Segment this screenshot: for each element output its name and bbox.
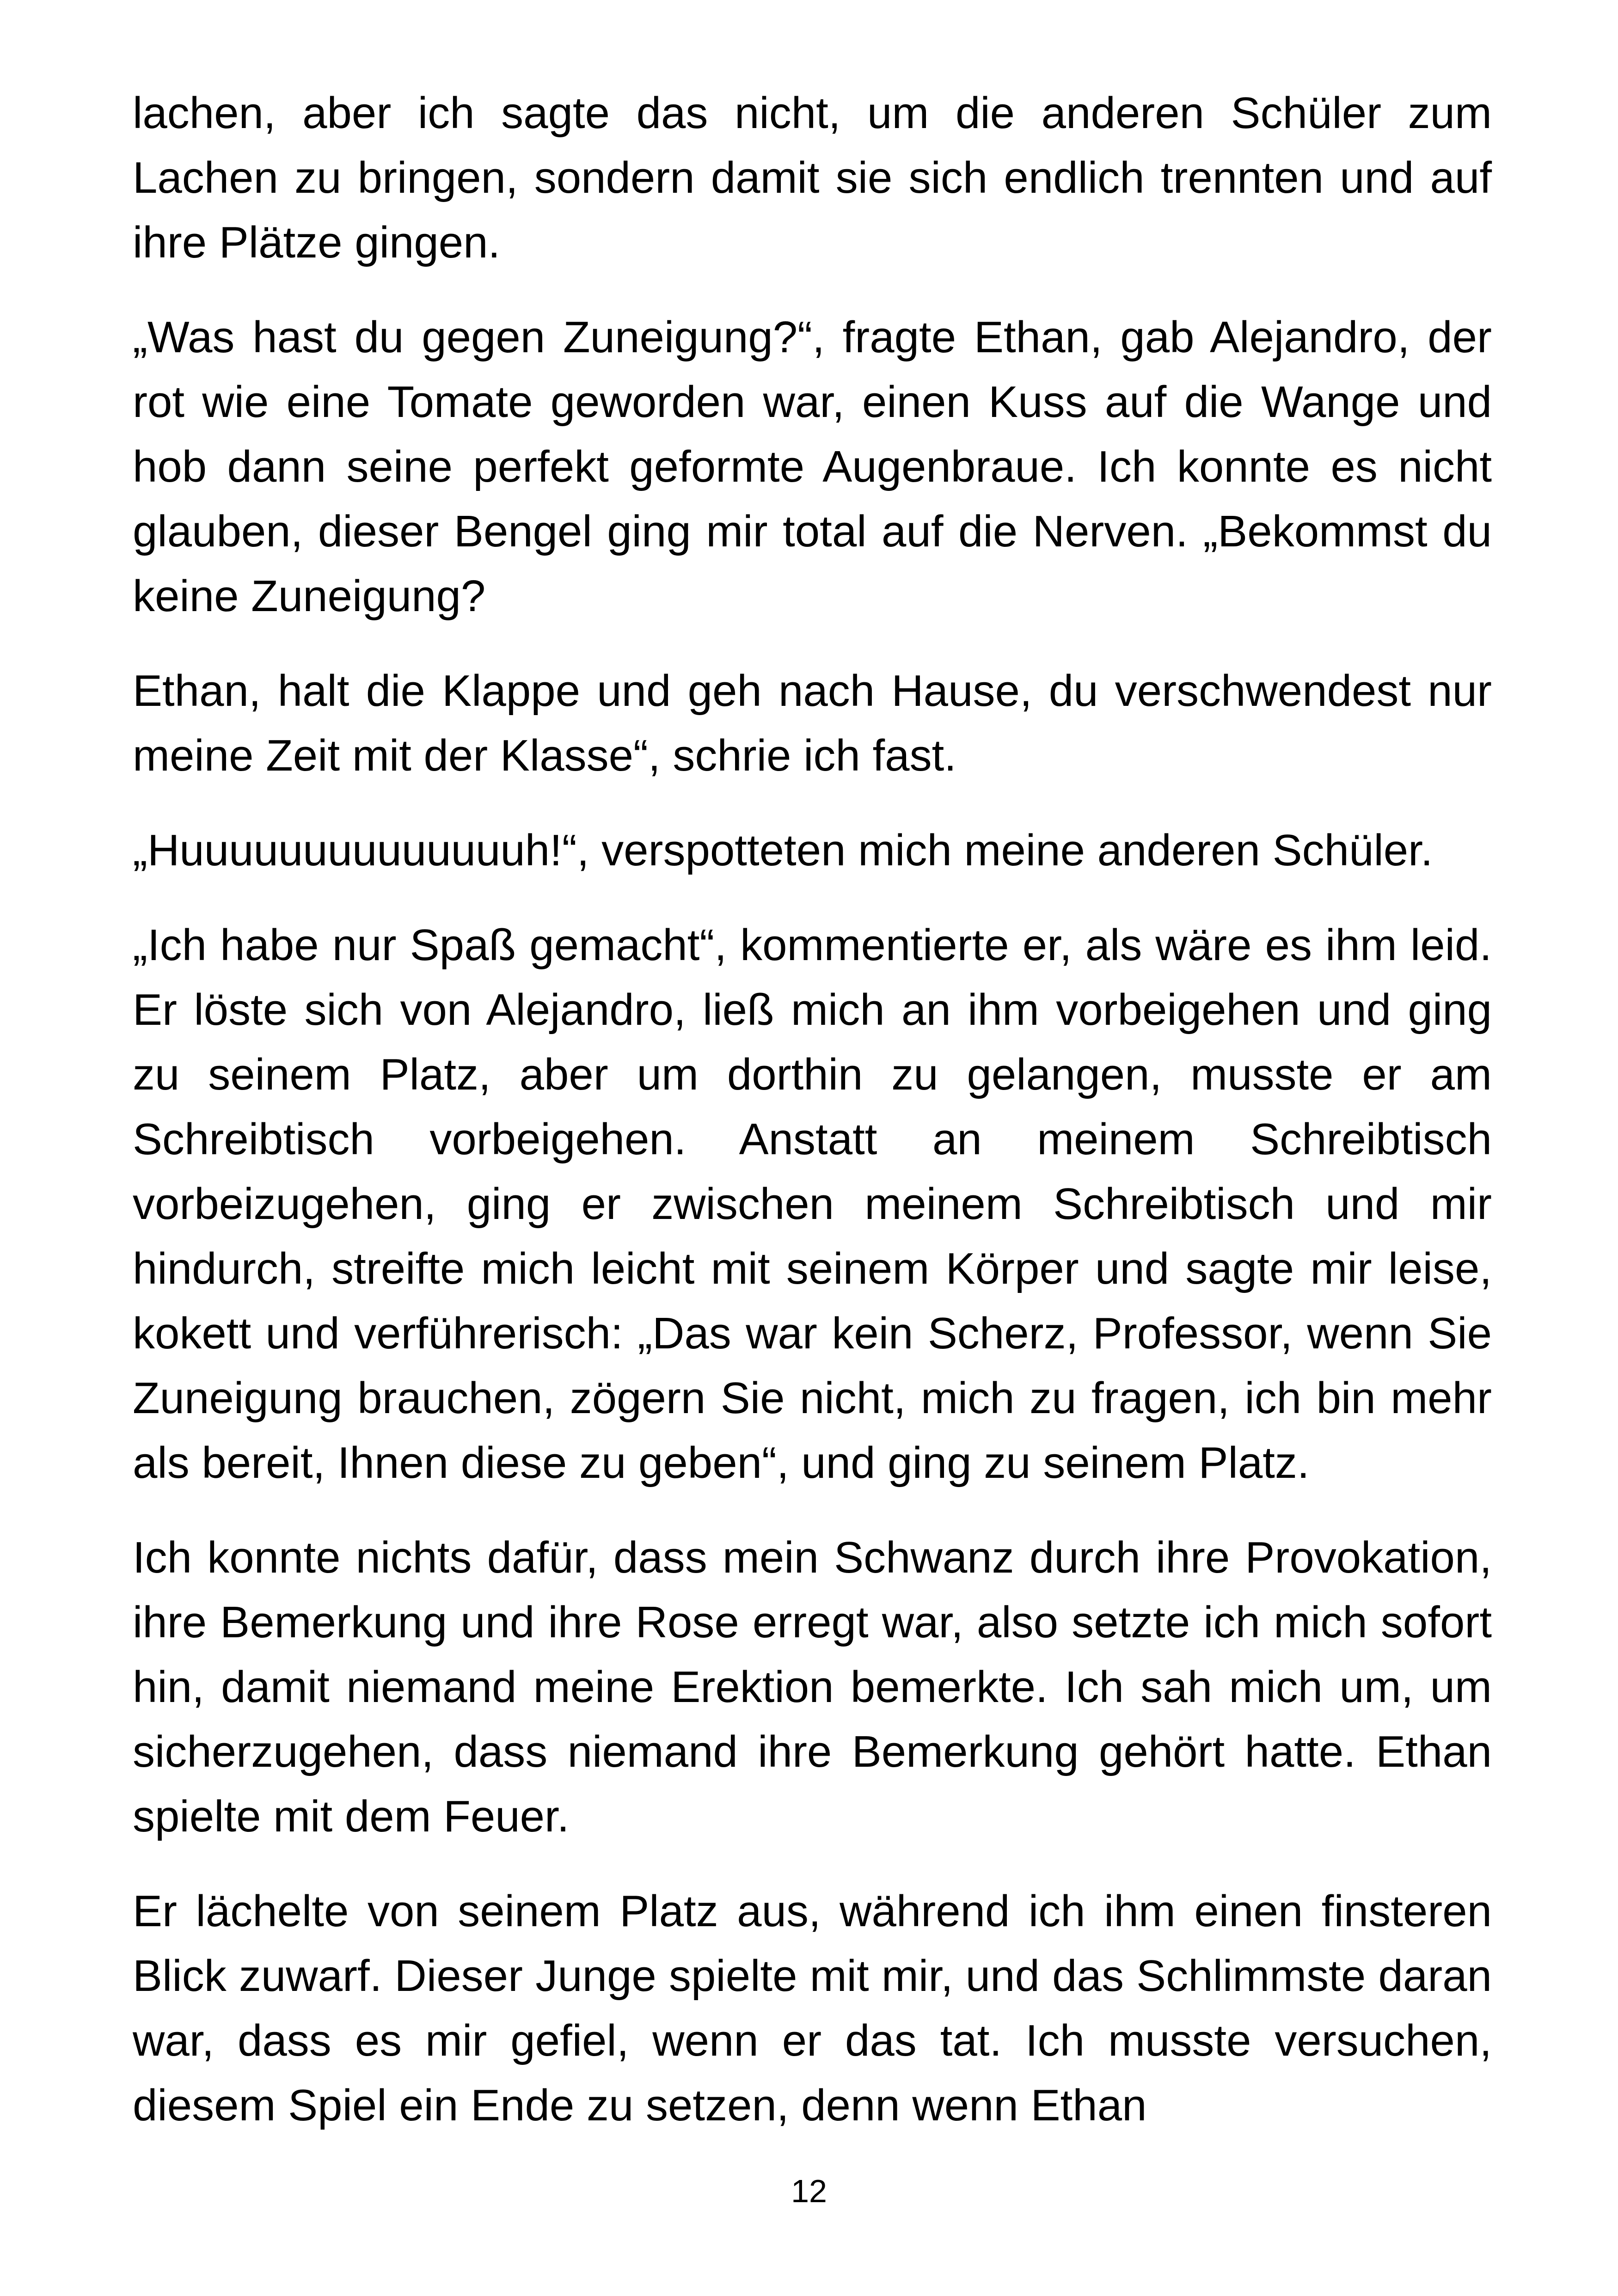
paragraph-4: „Huuuuuuuuuuuuuuh!“, verspotteten mich meine anderen Schüler. — [133, 826, 1433, 875]
paragraph-6: Ich konnte nichts dafür, dass mein Schwanz durch ihre Provokation, ihre Bemerkung und ihre Rose erregt war, also setzte ich mich sofort hin, damit niemand meine Erektion bemerkte. Ich sah mich um, um sicherzugehen, dass niemand ihre Bemerkung gehört hatte. Ethan spielte mit dem Feuer. — [133, 1533, 1492, 1841]
page-number: 12 — [791, 2173, 827, 2209]
paragraph-3: Ethan, halt die Klappe und geh nach Hause, du verschwendest nur meine Zeit mit der Klasse“, schrie ich fast. — [133, 666, 1492, 780]
body-text — [133, 81, 1492, 2168]
paragraph-1: lachen, aber ich sagte das nicht, um die anderen Schüler zum Lachen zu bringen, sondern damit sie sich endlich trennten und auf ihre Plätze gingen. — [133, 88, 1492, 267]
paragraph-2: „Was hast du gegen Zuneigung?“, fragte Ethan, gab Alejandro, der rot wie eine Tomate geworden war, einen Kuss auf die Wange und hob dann seine perfekt geformte Augenbraue. Ich konnte es nicht glauben, dieser Bengel ging mir total auf die Nerven. „Bekommst du keine Zuneigung? — [133, 312, 1492, 621]
paragraph-7: Er lächelte von seinem Platz aus, während ich ihm einen finsteren Blick zuwarf. Dieser Junge spielte mit mir, und das Schlimmste daran war, dass es mir gefiel, wenn er das tat. Ich musste versuchen, diesem Spiel ein Ende zu setzen, denn wenn Ethan — [133, 1886, 1492, 2130]
paragraph-5: „Ich habe nur Spaß gemacht“, kommentierte er, als wäre es ihm leid. Er löste sich von Alejandro, ließ mich an ihm vorbeigehen und ging zu seinem Platz, aber um dorthin zu gelangen, musste er am Schreibtisch vorbeigehen. Anstatt an meinem Schreibtisch vorbeizugehen, ging er zwischen meinem Schreibtisch und mir hindurch, streifte mich leicht mit seinem Körper und sagte mir leise, kokett und verführerisch: „Das war kein Scherz, Professor, wenn Sie Zuneigung brauchen, zögern Sie nicht, mich zu fragen, ich bin mehr als bereit, Ihnen diese zu geben“, und ging zu seinem Platz. — [133, 920, 1492, 1488]
